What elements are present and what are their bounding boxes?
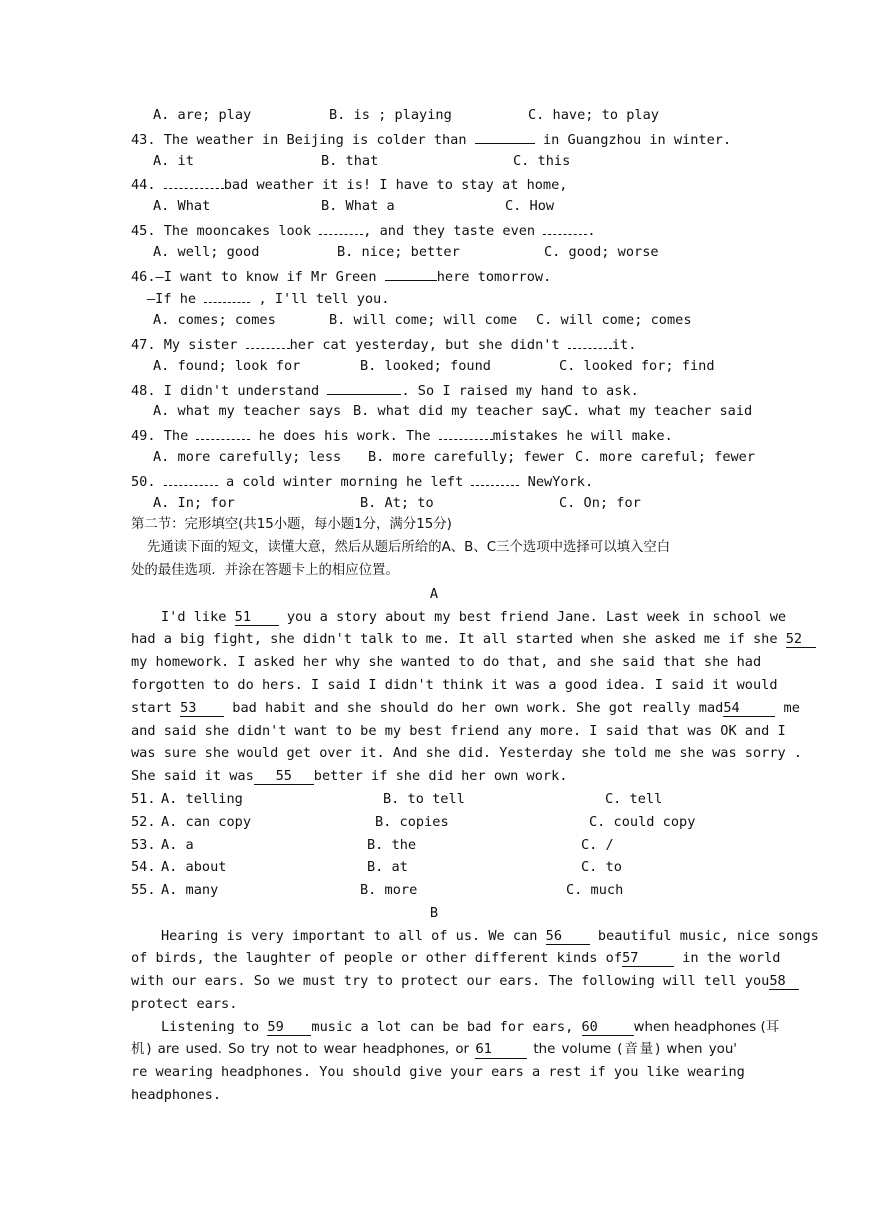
q47-option-b: B. looked; found (360, 357, 491, 374)
passage-b-line (131, 1039, 737, 1062)
answer-blank (164, 172, 224, 189)
q47-text: 47. My sister (131, 336, 238, 353)
passage-b-line: protect ears. (131, 996, 238, 1013)
q47-text-mid: her cat yesterday, but she didn't (289, 336, 560, 353)
q46-options (131, 309, 737, 332)
blank-53: 53 (180, 700, 224, 717)
answer-number: 53. (131, 836, 156, 853)
passage-text: 机) are used. So try not to wear headphones, or (131, 1041, 470, 1057)
answer-blank (543, 218, 587, 235)
passage-text: bad habit and she should do her own work. She got really mad (232, 699, 724, 716)
answer-option-c: C. much (566, 882, 624, 899)
answer-option-c: C. tell (605, 790, 663, 807)
q42-option-c: C. have; to play (528, 107, 659, 123)
answer-option-c: C. / (581, 836, 614, 853)
q46-option-b: B. will come; will come (329, 312, 518, 329)
q47-stem (131, 332, 737, 355)
answer-option-a: A. can copy (161, 813, 252, 830)
q49-option-c: C. more careful; fewer (575, 448, 756, 465)
answer-blank (327, 378, 401, 395)
passage-a-line (131, 697, 800, 720)
q48-text: 48. I didn't understand (131, 382, 320, 399)
q46-text-end: here tomorrow. (436, 268, 552, 285)
passage-text: when headphones (耳 (633, 1019, 780, 1035)
q50-text: a cold winter morning he left (225, 473, 464, 490)
section2-instruction-cont: 处的最佳选项．并涂在答题卡上的相应位置。 (131, 562, 399, 578)
q45-text-end: . (587, 222, 596, 239)
q44-number: 44. (131, 177, 156, 194)
answer-option-c: C. could copy (589, 813, 696, 830)
answer-number: 54. (131, 859, 156, 876)
answer-number: 55. (131, 882, 156, 899)
q49-option-b: B. more carefully; fewer (368, 448, 565, 465)
answer-row (131, 834, 737, 857)
q45-options (131, 241, 737, 264)
passage-text: Listening to (161, 1018, 260, 1035)
q45-stem (131, 218, 737, 241)
q42-option-b: B. is ; playing (329, 107, 452, 123)
passage-a-line: and said she didn't want to be my best friend any more. I said that was OK and I (131, 722, 786, 739)
blank-59: 59 (267, 1019, 311, 1036)
q50-option-a: A. In; for (153, 494, 235, 511)
q43-option-a: A. it (153, 152, 194, 169)
blank-61: 61 (475, 1042, 527, 1059)
q48-option-c: C. what my teacher said (564, 403, 753, 420)
q48-option-b: B. what did my teacher say (353, 403, 566, 420)
answer-option-a: A. many (161, 882, 219, 899)
q43-stem (131, 127, 737, 150)
passage-text: beautiful music, nice songs (597, 927, 819, 944)
q50-option-b: B. At; to (360, 494, 434, 511)
q42-options (131, 104, 737, 127)
q44-options (131, 195, 737, 218)
answer-row (131, 856, 737, 879)
q44-option-b: B. What a (321, 198, 395, 215)
q50-options (131, 492, 737, 515)
passage-a-answer-list (131, 788, 737, 902)
q43-option-c: C. this (513, 152, 571, 169)
q44-stem (131, 172, 737, 195)
answer-option-b: B. the (367, 836, 417, 853)
passage-b-line (131, 947, 781, 970)
answer-option-a: A. a (161, 836, 194, 853)
q49-stem (131, 423, 737, 446)
passage-a-line: was sure she would get over it. And she did. Yesterday she told me she was sorry . (131, 745, 803, 762)
passage-a-line (131, 606, 787, 629)
answer-blank (196, 423, 250, 440)
passage-text: music a lot can be bad for ears, (311, 1018, 574, 1035)
blank-60: 60 (582, 1019, 634, 1036)
answer-number: 51. (131, 790, 156, 807)
q46-stem (131, 264, 737, 287)
q48-option-a: A. what my teacher says (153, 403, 342, 420)
passage-text: you a story about my best friend Jane. Last week in school we (286, 608, 787, 625)
passage-text: start (131, 699, 172, 716)
answer-row (131, 879, 737, 902)
q50-number: 50. (131, 473, 156, 490)
answer-option-c: C. to (581, 859, 622, 876)
q49-text-end: mistakes he will make. (492, 428, 673, 445)
q46-reply-text: —If he (147, 291, 197, 308)
answer-blank (568, 332, 612, 349)
answer-option-b: B. to tell (383, 790, 465, 807)
q45-option-a: A. well; good (153, 243, 260, 260)
answer-blank (164, 469, 218, 486)
exam-page (131, 104, 819, 1107)
passage-text: me (783, 699, 800, 716)
passage-b-line (131, 925, 819, 948)
q49-option-a: A. more carefully; less (153, 448, 342, 465)
passage-text: of birds, the laughter of people or other different kinds of (131, 950, 623, 967)
q46-option-a: A. comes; comes (153, 312, 276, 329)
answer-row (131, 811, 737, 834)
q49-options (131, 446, 756, 469)
q50-text-end: NewYork. (527, 473, 594, 490)
q50-stem (131, 469, 737, 492)
passage-a-line: my homework. I asked her why she wanted to do that, and she said that she had (131, 654, 762, 671)
answer-number: 52. (131, 813, 156, 830)
passage-a-line (131, 628, 803, 651)
q44-option-c: C. How (505, 198, 555, 215)
passage-text: with our ears. So we must try to protect our ears. The following will tell you (131, 973, 770, 990)
blank-52: 52 (786, 631, 816, 648)
q45-option-c: C. good; worse (544, 243, 659, 260)
passage-text: better if she did her own work. (313, 768, 568, 785)
q48-options (131, 400, 753, 423)
passage-text: I'd like (161, 608, 227, 625)
q43-option-b: B. that (321, 152, 379, 169)
q47-option-a: A. found; look for (153, 357, 301, 374)
passage-a-line: forgotten to do hers. I said I didn't think it was a good idea. I said it would (131, 676, 778, 693)
passage-text: Hearing is very important to all of us. We can (161, 927, 538, 944)
q43-text: 43. The weather in Beijing is colder than (131, 131, 467, 148)
q46-reply-text-end: , I'll tell you. (258, 291, 390, 308)
q47-option-c: C. looked for; find (559, 357, 715, 374)
answer-blank (204, 286, 250, 303)
q46-text: 46.—I want to know if Mr Green (131, 268, 377, 285)
q45-text-mid: , and they taste even (363, 222, 536, 239)
section2-instruction: 先通读下面的短文，读懂大意，然后从题后所给的A、B、C三个选项中选择可以填入空白 (147, 540, 671, 556)
answer-row (131, 788, 737, 811)
blank-58: 58 (769, 973, 799, 990)
blank-56: 56 (546, 928, 590, 945)
answer-blank (471, 469, 519, 486)
blank-57: 57 (622, 950, 674, 967)
passage-b-line (131, 970, 786, 993)
answer-blank (439, 423, 493, 440)
q48-text-end: . So I raised my hand to ask. (401, 382, 639, 399)
answer-blank (475, 127, 535, 144)
q45-option-b: B. nice; better (337, 243, 460, 260)
answer-blank (246, 332, 290, 349)
answer-option-a: A. telling (161, 790, 243, 807)
q44-option-a: A. What (153, 198, 211, 215)
passage-a-label: A (429, 585, 439, 602)
answer-blank (385, 264, 437, 281)
q44-text: bad weather it is! I have to stay at home, (223, 177, 568, 194)
blank-51: 51 (235, 609, 279, 626)
answer-option-b: B. more (360, 882, 418, 899)
passage-b-label: B (429, 904, 439, 921)
blank-54: 54 (723, 700, 775, 717)
answer-option-a: A. about (161, 859, 227, 876)
q49-text-mid: he does his work. The (258, 428, 431, 445)
passage-b-line: headphones. (131, 1087, 222, 1104)
answer-blank (319, 218, 363, 235)
q48-stem (131, 378, 737, 401)
passage-text: had a big fight, she didn't talk to me. It all started when she asked me if she (131, 631, 778, 648)
q47-text-end: it. (611, 336, 637, 353)
section2-heading: 第二节：完形填空(共15小题，每小题1分，满分15分) (131, 517, 452, 533)
passage-text: in the world (682, 950, 781, 967)
answer-option-b: B. copies (375, 813, 449, 830)
q49-text: 49. The (131, 428, 189, 445)
passage-b-line (131, 1016, 780, 1039)
q50-option-c: C. On; for (559, 494, 641, 511)
answer-option-b: B. at (367, 859, 408, 876)
passage-b-line: re wearing headphones. You should give your ears a rest if you like wearing (131, 1064, 745, 1081)
q43-options (131, 150, 737, 173)
q47-options (131, 355, 737, 378)
passage-text: the volume (音量) when you' (533, 1041, 737, 1057)
q46-reply (131, 286, 737, 309)
blank-55: 55 (254, 768, 314, 785)
passage-text: She said it was (131, 768, 254, 785)
q42-option-a: A. are; play (153, 107, 252, 123)
q45-text: 45. The mooncakes look (131, 222, 312, 239)
q43-text-end: in Guangzhou in winter. (542, 131, 732, 148)
passage-a-line (131, 765, 737, 788)
q46-option-c: C. will come; comes (536, 312, 692, 329)
